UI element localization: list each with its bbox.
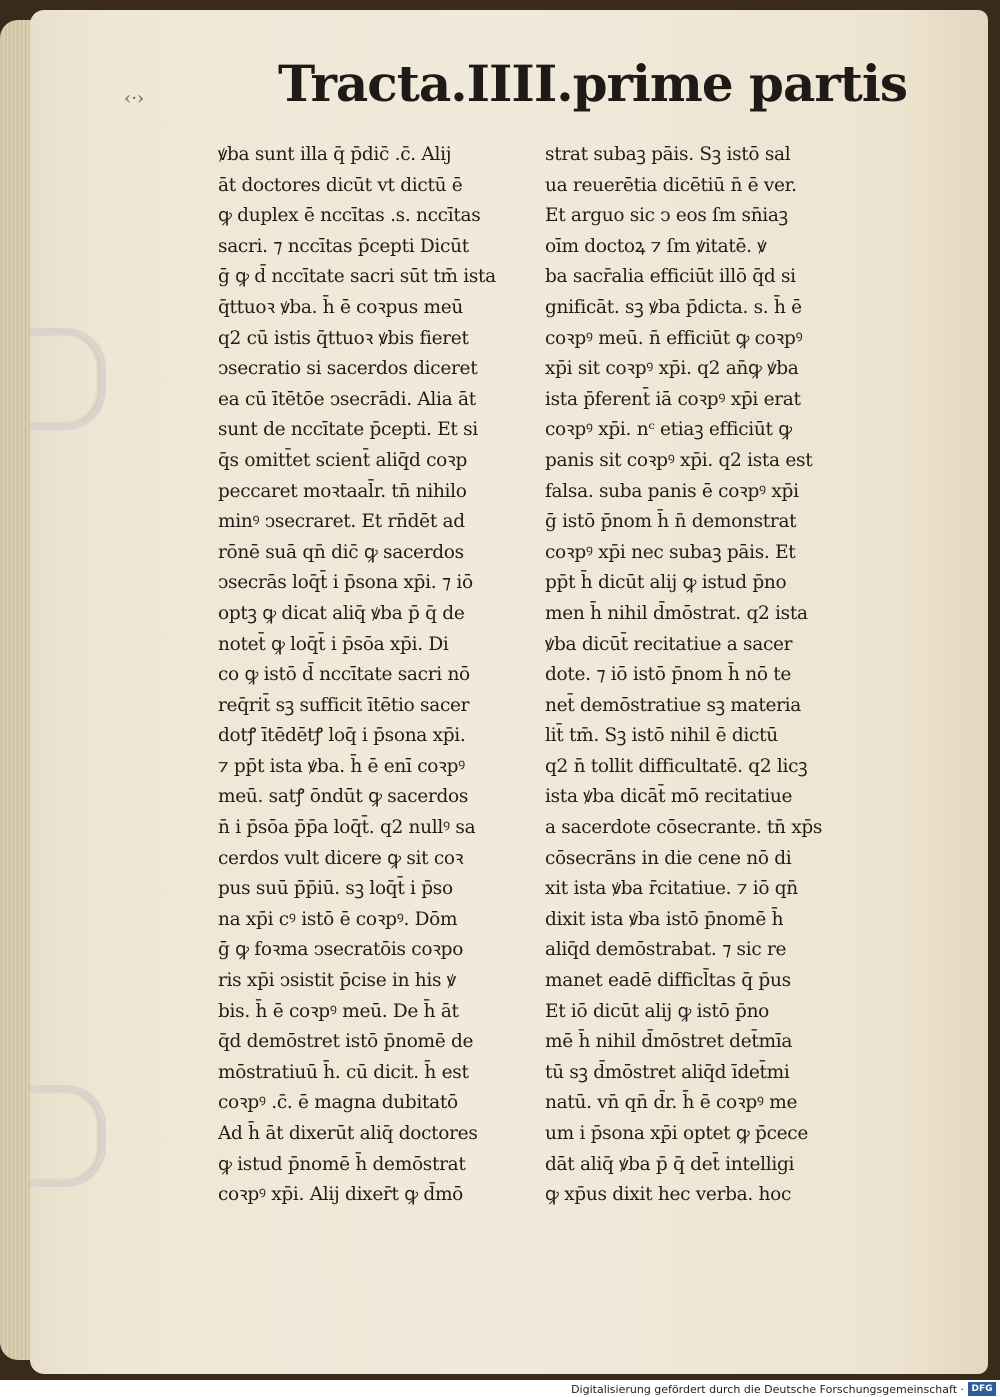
text-line: ꝟba dicūt̄ recitatiue a sacer xyxy=(545,633,793,655)
text-line: um i p̄sona xp̄i optet ꝙ p̄cece xyxy=(545,1123,809,1144)
text-line: coꝛpꝰ xp̄i nec subaꝫ pāis. Et xyxy=(545,541,796,563)
text-line: q̄s omitt̄et scient̄ aliq̄d coꝛp xyxy=(218,449,468,471)
text-line: natū. vn̄ qn̄ d̄r. h̄ ē coꝛpꝰ me xyxy=(545,1092,798,1114)
text-line: ba sacr̄alia efficiūt illō q̄d si xyxy=(545,266,796,288)
text-line: coꝛpꝰ xp̄i. Alij dixer̄t ꝙ d̄mō xyxy=(218,1184,464,1206)
text-line: q̄d demōstret istō p̄nomē de xyxy=(218,1031,474,1053)
text-line: dote. ⁊ iō istō p̄nom h̄ nō te xyxy=(545,664,792,686)
text-line: ista p̄ferent̄ iā coꝛpꝰ xp̄i erat xyxy=(545,388,801,410)
text-line: strat subaꝫ pāis. Sꝫ istō sal xyxy=(545,144,791,165)
text-line: ꝙ duplex ē nccītas .s. nccītas xyxy=(218,205,481,227)
text-line: ḡ istō p̄nom h̄ n̄ demonstrat xyxy=(545,511,797,533)
text-line: ḡ ꝙ foꝛma ↄsecratōis coꝛpo xyxy=(218,939,464,961)
text-line: pp̄t h̄ dicūt alij ꝙ istud p̄no xyxy=(545,572,787,594)
text-line: na xp̄i cꝰ istō ē coꝛpꝰ. Dōm xyxy=(218,908,458,930)
text-line: peccaret moꝛtaal̄r. tn̄ nihilo xyxy=(218,480,467,502)
funding-credit: Digitalisierung gefördert durch die Deutsche Forschungsgemeinschaft · xyxy=(571,1383,964,1396)
text-line: coꝛpꝰ meū. n̄ efficiūt ꝙ coꝛpꝰ xyxy=(545,327,803,349)
text-line: ris xp̄i ↄsistit p̄cise in his ꝟ xyxy=(218,970,456,992)
text-line: mōstratiuū h̄. cū dicit. h̄ est xyxy=(218,1061,469,1083)
text-line: panis sit coꝛpꝰ xp̄i. q2 ista est xyxy=(545,449,813,471)
text-line: bis. h̄ ē coꝛpꝰ meū. De h̄ āt xyxy=(218,1000,459,1022)
text-column-left xyxy=(218,140,523,1206)
text-line: cerdos vult dicere ꝙ sit coꝛ xyxy=(218,847,464,869)
text-line: ista ꝟba dicāt̄ mō recitatiue xyxy=(545,786,793,808)
text-line: Et iō dicūt alij ꝙ istō p̄no xyxy=(545,1000,770,1022)
text-line: tū sꝫ d̄mōstret aliq̄d īdet̄mi xyxy=(545,1061,790,1083)
text-line: aliq̄d demōstrabat. ⁊ sic re xyxy=(545,939,787,961)
page-clip-top xyxy=(30,328,106,430)
text-line: dāt aliq̄ ꝟba p̄ q̄ det̄ intelligi xyxy=(545,1153,795,1175)
text-line: q̄ttuoꝛ ꝟba. h̄ ē coꝛpus meū xyxy=(218,296,463,318)
text-line: ↄsecratio si sacerdos diceret xyxy=(218,358,478,380)
text-column-right xyxy=(545,140,850,1206)
corner-mark: ‹·› xyxy=(124,88,145,109)
text-line: ꝟba sunt illa q̄ p̄dic̄ .c̄. Alij xyxy=(218,144,452,165)
text-line: ꝙ xp̄us dixit hec verba. hoc xyxy=(545,1184,792,1206)
text-line: coꝛpꝰ xp̄i. nᶜ etiaꝫ efficiūt ꝙ xyxy=(545,419,792,441)
text-line: cōsecrāns in die cene nō di xyxy=(545,847,792,869)
text-line: ḡ ꝙ d̄ nccītate sacri sūt tm̄ ista xyxy=(218,266,496,288)
text-line: Ad h̄ āt dixerūt aliq̄ doctores xyxy=(218,1123,478,1144)
text-line: a sacerdote cōsecrante. tn̄ xp̄s xyxy=(545,817,823,839)
text-line: ua reuerētia dicētiū n̄ ē ver. xyxy=(545,174,797,196)
text-line: sacri. ⁊ nccītas p̄cepti Dicūt xyxy=(218,235,469,257)
text-line: dotꝭ ītēdētꝭ loq̄ i p̄sona xp̄i. xyxy=(218,725,466,747)
text-line: men h̄ nihil d̄mōstrat. q2 ista xyxy=(545,602,808,624)
page-clip-bottom xyxy=(30,1085,106,1187)
text-line: rōnē suā qn̄ dic̄ ꝙ sacerdos xyxy=(218,541,464,563)
text-line: ⁊ pp̄t ista ꝟba. h̄ ē enī coꝛpꝰ xyxy=(218,755,465,777)
text-line: pus suū p̄p̄iū. sꝫ loq̄t̄ i p̄so xyxy=(218,878,453,900)
text-line: ea cū ītētōe ↄsecrādi. Alia āt xyxy=(218,388,476,410)
text-line: lit̄ tm̄. Sꝫ istō nihil ē dictū xyxy=(545,725,778,747)
text-line: āt doctores dicūt vt dictū ē xyxy=(218,174,463,196)
text-line: meū. satꝭ ōndūt ꝙ sacerdos xyxy=(218,786,469,808)
text-line: minꝰ ↄsecraret. Et rn̄dēt ad xyxy=(218,511,465,533)
text-line: gnificāt. sꝫ ꝟba p̄dicta. s. h̄ ē xyxy=(545,296,802,318)
text-line: co ꝙ istō d̄ nccītate sacri nō xyxy=(218,664,470,686)
text-line: ꝙ istud p̄nomē h̄ demōstrat xyxy=(218,1153,466,1175)
text-line: oīm doctoꝝ ⁊ ſm ꝟitatē. ꝟ xyxy=(545,235,767,257)
text-line: n̄ i p̄sōa p̄p̄a loq̄t̄. q2 nullꝰ sa xyxy=(218,817,476,839)
text-line: q2 cū istis q̄ttuoꝛ ꝟbis fieret xyxy=(218,327,469,349)
text-line: notet̄ ꝙ loq̄t̄ i p̄sōa xp̄i. Di xyxy=(218,633,449,655)
running-header: Tracta.IIII.prime partis xyxy=(278,54,907,113)
text-line: net̄ demōstratiue sꝫ materia xyxy=(545,694,802,716)
text-line: sunt de nccītate p̄cepti. Et si xyxy=(218,419,478,441)
text-line: xp̄i sit coꝛpꝰ xp̄i. q2 an̄ꝙ ꝟba xyxy=(545,358,799,380)
text-line: mē h̄ nihil d̄mōstret det̄mīa xyxy=(545,1031,793,1053)
text-line: req̄rit̄ sꝫ sufficit ītētio sacer xyxy=(218,694,470,716)
dfg-logo: DFG xyxy=(968,1382,996,1396)
text-line: ↄsecrās loq̄t̄ i p̄sona xp̄i. ⁊ iō xyxy=(218,572,473,594)
text-line: coꝛpꝰ .c̄. ē magna dubitatō xyxy=(218,1092,458,1114)
text-line: falsa. suba panis ē coꝛpꝰ xp̄i xyxy=(545,480,799,502)
text-line: dixit ista ꝟba istō p̄nomē h̄ xyxy=(545,908,784,930)
text-line: Et arguo sic ↄ eos ſm sn̄iaꝫ xyxy=(545,205,788,227)
text-line: manet eadē difficl̄tas q̄ p̄us xyxy=(545,970,791,992)
text-line: optꝫ ꝙ dicat aliq̄ ꝟba p̄ q̄ de xyxy=(218,602,465,624)
text-line: xit ista ꝟba r̄citatiue. ⁊ iō qn̄ xyxy=(545,878,798,900)
text-line: q2 n̄ tollit difficultatē. q2 licꝫ xyxy=(545,755,808,777)
